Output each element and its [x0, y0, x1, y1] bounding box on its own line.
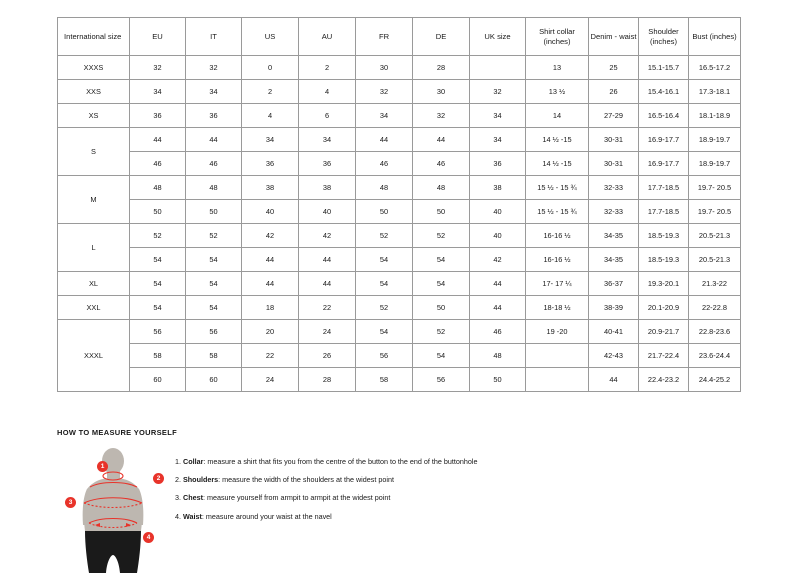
measure-step [175, 512, 477, 522]
table-cell: 34 [470, 128, 526, 152]
table-cell: 20.5-21.3 [689, 248, 741, 272]
table-header-row [58, 18, 741, 56]
table-header [58, 18, 741, 56]
table-cell: 46 [356, 152, 413, 176]
table-cell: 2 [299, 56, 356, 80]
table-cell: 36 [130, 104, 186, 128]
measure-step-number: 2. [175, 475, 183, 485]
table-cell: 15 ½ - 15 ¾ [526, 176, 589, 200]
table-cell: 44 [356, 128, 413, 152]
measure-step-number: 1. [175, 457, 183, 466]
table-cell: 17.7-18.5 [639, 200, 689, 224]
table-row [58, 200, 741, 224]
table-cell: 38-39 [589, 296, 639, 320]
table-cell [526, 368, 589, 392]
table-cell: 26 [299, 344, 356, 368]
table-cell: 14 [526, 104, 589, 128]
table-cell: 56 [186, 320, 242, 344]
table-cell: 18 [242, 296, 299, 320]
size-chart-table [57, 17, 741, 392]
table-cell: 16.5-16.4 [639, 104, 689, 128]
table-cell: 32 [413, 104, 470, 128]
table-row [58, 344, 741, 368]
column-header-shirt-collar: Shirt collar (inches) [526, 18, 589, 56]
table-cell: 56 [356, 344, 413, 368]
table-cell: 42 [470, 248, 526, 272]
table-cell: 54 [413, 344, 470, 368]
table-cell: 30-31 [589, 152, 639, 176]
table-cell: 44 [470, 296, 526, 320]
column-header-de: DE [413, 18, 470, 56]
size-label-cell: XXXL [58, 320, 130, 392]
measure-step-text: : measure around your waist at the navel [201, 511, 332, 521]
table-cell: 32-33 [589, 176, 639, 200]
table-row [58, 104, 741, 128]
table-cell: 34 [470, 104, 526, 128]
column-header-shoulder: Shoulder (inches) [639, 18, 689, 56]
table-row [58, 56, 741, 80]
table-cell: 56 [413, 368, 470, 392]
table-cell: 16-16 ½ [526, 248, 589, 272]
table-cell: 40 [299, 200, 356, 224]
measure-step-number: 3. [175, 493, 183, 503]
table-cell: 50 [356, 200, 413, 224]
table-cell: 36 [299, 152, 356, 176]
table-cell: 6 [299, 104, 356, 128]
body-diagram [57, 445, 167, 575]
table-cell: 38 [299, 176, 356, 200]
table-cell: 21.7-22.4 [639, 344, 689, 368]
marker-2: 2 [153, 473, 164, 484]
table-row [58, 128, 741, 152]
table-cell: 30 [413, 80, 470, 104]
table-cell: 22.4-23.2 [639, 368, 689, 392]
table-cell: 48 [356, 176, 413, 200]
table-cell: 18-18 ½ [526, 296, 589, 320]
table-cell: 24.4-25.2 [689, 368, 741, 392]
table-cell: 14 ½ -15 [526, 128, 589, 152]
table-cell: 54 [186, 272, 242, 296]
table-cell: 13 [526, 56, 589, 80]
table-cell: 44 [589, 368, 639, 392]
table-cell: 2 [242, 80, 299, 104]
table-row [58, 320, 741, 344]
table-cell: 50 [186, 200, 242, 224]
table-cell: 25 [589, 56, 639, 80]
table-cell: 32 [470, 80, 526, 104]
table-cell [470, 56, 526, 80]
measure-step-text: : measure yourself from armpit to armpit at the widest point [202, 493, 391, 503]
column-header-it: IT [186, 18, 242, 56]
table-cell: 50 [130, 200, 186, 224]
table-cell: 48 [130, 176, 186, 200]
table-cell: 18.9-19.7 [689, 152, 741, 176]
column-header-au: AU [299, 18, 356, 56]
table-cell: 40 [242, 200, 299, 224]
table-cell: 19.3-20.1 [639, 272, 689, 296]
table-cell: 42 [242, 224, 299, 248]
table-cell: 28 [299, 368, 356, 392]
table-cell: 21.3-22 [689, 272, 741, 296]
size-label-cell: L [58, 224, 130, 272]
table-row [58, 152, 741, 176]
table-cell: 58 [130, 344, 186, 368]
table-cell: 52 [356, 296, 413, 320]
column-header-uk-size: UK size [470, 18, 526, 56]
table-row [58, 224, 741, 248]
table-cell: 34 [186, 80, 242, 104]
table-cell: 58 [186, 344, 242, 368]
column-header-denim-waist: Denim - waist [589, 18, 639, 56]
table-cell: 20.1-20.9 [639, 296, 689, 320]
table-cell: 54 [356, 272, 413, 296]
measure-step [175, 457, 477, 467]
size-label-cell: XXS [58, 80, 130, 104]
table-cell: 44 [242, 248, 299, 272]
table-cell: 16.9-17.7 [639, 128, 689, 152]
column-header-fr: FR [356, 18, 413, 56]
table-row [58, 296, 741, 320]
table-cell: 48 [470, 344, 526, 368]
table-cell: 15 ½ - 15 ¾ [526, 200, 589, 224]
measure-step [175, 475, 477, 485]
table-cell: 34 [299, 128, 356, 152]
column-header-bust: Bust (inches) [689, 18, 741, 56]
table-cell: 20.9-21.7 [639, 320, 689, 344]
size-label-cell: M [58, 176, 130, 224]
table-cell: 42-43 [589, 344, 639, 368]
measure-step-term: Waist [183, 511, 202, 521]
table-cell: 22 [299, 296, 356, 320]
table-cell: 32 [130, 56, 186, 80]
table-cell: 40 [470, 200, 526, 224]
table-cell: 19.7- 20.5 [689, 176, 741, 200]
table-cell: 15.4-16.1 [639, 80, 689, 104]
table-cell: 20 [242, 320, 299, 344]
torso-illustration-icon [57, 445, 167, 575]
table-cell: 36 [470, 152, 526, 176]
table-cell: 4 [299, 80, 356, 104]
marker-4: 4 [143, 532, 154, 543]
table-cell [526, 344, 589, 368]
table-cell: 54 [130, 248, 186, 272]
table-cell: 17.3-18.1 [689, 80, 741, 104]
table-cell: 30-31 [589, 128, 639, 152]
table-cell: 54 [186, 248, 242, 272]
table-cell: 44 [130, 128, 186, 152]
table-cell: 54 [356, 320, 413, 344]
table-cell: 52 [186, 224, 242, 248]
table-cell: 18.5-19.3 [639, 248, 689, 272]
table-cell: 18.1-18.9 [689, 104, 741, 128]
table-cell: 54 [356, 248, 413, 272]
table-cell: 23.6-24.4 [689, 344, 741, 368]
table-cell: 16.5-17.2 [689, 56, 741, 80]
table-cell: 28 [413, 56, 470, 80]
table-cell: 60 [130, 368, 186, 392]
table-cell: 16-16 ½ [526, 224, 589, 248]
table-cell: 52 [413, 320, 470, 344]
how-to-measure-body [57, 445, 757, 575]
table-cell: 44 [299, 248, 356, 272]
table-cell: 54 [413, 272, 470, 296]
measure-step [175, 493, 477, 503]
table-cell: 54 [413, 248, 470, 272]
table-cell: 18.5-19.3 [639, 224, 689, 248]
measure-step-term: Collar [183, 457, 204, 466]
column-header-us: US [242, 18, 299, 56]
table-cell: 34-35 [589, 248, 639, 272]
table-cell: 18.9-19.7 [689, 128, 741, 152]
table-cell: 30 [356, 56, 413, 80]
table-cell: 17.7-18.5 [639, 176, 689, 200]
table-cell: 42 [299, 224, 356, 248]
marker-3: 3 [65, 497, 76, 508]
table-cell: 24 [242, 368, 299, 392]
table-cell: 50 [413, 200, 470, 224]
measure-step-term: Shoulders [183, 475, 219, 485]
table-cell: 13 ½ [526, 80, 589, 104]
table-cell: 34 [242, 128, 299, 152]
column-header-eu: EU [130, 18, 186, 56]
table-cell: 17- 17 ¼ [526, 272, 589, 296]
size-label-cell: XXL [58, 296, 130, 320]
table-cell: 50 [413, 296, 470, 320]
table-row [58, 80, 741, 104]
table-cell: 27-29 [589, 104, 639, 128]
table-cell: 44 [242, 272, 299, 296]
table-cell: 44 [470, 272, 526, 296]
table-cell: 22 [242, 344, 299, 368]
table-cell: 46 [413, 152, 470, 176]
table-cell: 44 [299, 272, 356, 296]
size-label-cell: XL [58, 272, 130, 296]
table-cell: 46 [186, 152, 242, 176]
table-cell: 24 [299, 320, 356, 344]
table-cell: 19.7- 20.5 [689, 200, 741, 224]
size-label-cell: S [58, 128, 130, 176]
table-cell: 46 [130, 152, 186, 176]
measure-step-term: Chest [183, 493, 203, 503]
table-row [58, 176, 741, 200]
table-cell: 36 [242, 152, 299, 176]
size-chart-table-wrapper [57, 17, 737, 392]
table-row [58, 248, 741, 272]
how-to-measure-title: HOW TO MEASURE YOURSELF [57, 428, 177, 437]
table-cell: 38 [242, 176, 299, 200]
table-cell: 54 [130, 296, 186, 320]
table-cell: 19 -20 [526, 320, 589, 344]
how-to-measure-section [57, 428, 757, 575]
table-cell: 44 [413, 128, 470, 152]
table-cell: 34-35 [589, 224, 639, 248]
table-cell: 46 [470, 320, 526, 344]
table-cell: 44 [186, 128, 242, 152]
table-cell: 15.1-15.7 [639, 56, 689, 80]
measure-step-text: : measure a shirt that fits you from the centre of the button to the end of the buttonhole [203, 457, 478, 466]
table-cell: 26 [589, 80, 639, 104]
table-cell: 16.9-17.7 [639, 152, 689, 176]
table-cell: 58 [356, 368, 413, 392]
marker-1: 1 [97, 461, 108, 472]
table-cell: 52 [356, 224, 413, 248]
table-cell: 32-33 [589, 200, 639, 224]
table-cell: 4 [242, 104, 299, 128]
table-cell: 34 [130, 80, 186, 104]
table-cell: 38 [470, 176, 526, 200]
table-cell: 0 [242, 56, 299, 80]
table-cell: 22.8-23.6 [689, 320, 741, 344]
table-cell: 48 [413, 176, 470, 200]
size-label-cell: XS [58, 104, 130, 128]
table-cell: 56 [130, 320, 186, 344]
table-cell: 34 [356, 104, 413, 128]
table-cell: 14 ½ -15 [526, 152, 589, 176]
size-label-cell: XXXS [58, 56, 130, 80]
table-row [58, 368, 741, 392]
table-cell: 50 [470, 368, 526, 392]
table-cell: 52 [413, 224, 470, 248]
table-cell: 40 [470, 224, 526, 248]
column-header-international-size: International size [58, 18, 130, 56]
table-cell: 54 [130, 272, 186, 296]
table-body [58, 56, 741, 392]
measure-step-text: : measure the width of the shoulders at the widest point [218, 475, 394, 485]
table-cell: 20.5-21.3 [689, 224, 741, 248]
table-row [58, 272, 741, 296]
table-cell: 60 [186, 368, 242, 392]
table-cell: 48 [186, 176, 242, 200]
table-cell: 32 [186, 56, 242, 80]
table-cell: 40-41 [589, 320, 639, 344]
table-cell: 52 [130, 224, 186, 248]
table-cell: 22-22.8 [689, 296, 741, 320]
table-cell: 54 [186, 296, 242, 320]
measure-steps-list [175, 445, 477, 530]
measure-step-number: 4. [175, 511, 183, 521]
table-cell: 36-37 [589, 272, 639, 296]
table-cell: 36 [186, 104, 242, 128]
table-cell: 32 [356, 80, 413, 104]
